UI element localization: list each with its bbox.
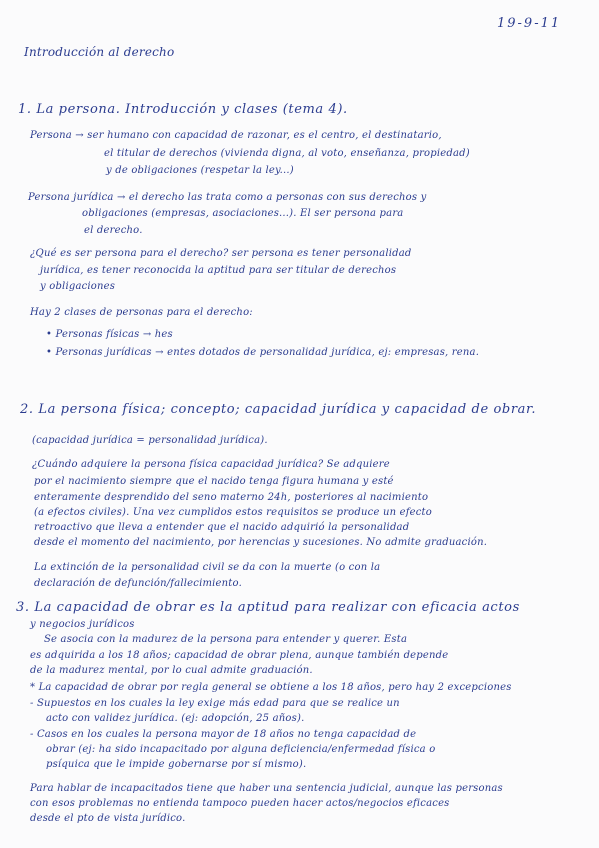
section-3-line: Se asocia con la madurez de la persona para entender y querer. Esta [44, 634, 408, 645]
section-1-line: Persona jurídica → el derecho las trata como a personas con sus derechos y [28, 192, 427, 203]
section-2-line: ¿Cuándo adquiere la persona física capacidad jurídica? Se adquiere [32, 459, 390, 470]
page-date: 19-9-11 [497, 16, 562, 31]
section-2-heading: 2. La persona física; concepto; capacidad jurídica y capacidad de obrar. [20, 402, 537, 417]
section-1-line: y obligaciones [40, 281, 116, 292]
section-1-line: Persona → ser humano con capacidad de razonar, es el centro, el destinatario, [30, 130, 442, 141]
section-3-line: Para hablar de incapacitados tiene que haber una sentencia judicial, aunque las personas [30, 783, 503, 794]
section-3-line: es adquirida a los 18 años; capacidad de obrar plena, aunque también depende [30, 650, 449, 661]
section-1-line: • Personas jurídicas → entes dotados de personalidad jurídica, ej: empresas, rena. [46, 347, 480, 358]
section-2-line: La extinción de la personalidad civil se da con la muerte (o con la [34, 562, 381, 573]
section-3-line: - Supuestos en los cuales la ley exige más edad para que se realice un [30, 698, 400, 709]
section-3-line: - Casos en los cuales la persona mayor de 18 años no tenga capacidad de [30, 729, 417, 740]
section-3-line: con esos problemas no entienda tampoco pueden hacer actos/negocios eficaces [30, 798, 450, 809]
section-2-line: declaración de defunción/fallecimiento. [34, 578, 242, 589]
section-2-line: (a efectos civiles). Una vez cumplidos estos requisitos se produce un efecto [34, 507, 432, 518]
section-2-line: desde el momento del nacimiento, por herencias y sucesiones. No admite graduación. [34, 537, 488, 548]
section-3-line: y negocios jurídicos [30, 619, 135, 630]
section-2-line: enteramente desprendido del seno materno 24h, posteriores al nacimiento [34, 492, 429, 503]
section-3-line: de la madurez mental, por lo cual admite graduación. [30, 665, 313, 676]
section-1-line: Hay 2 clases de personas para el derecho: [30, 307, 253, 318]
section-2-line: retroactivo que lleva a entender que el nacido adquirió la personalidad [34, 522, 410, 533]
section-1-line: jurídica, es tener reconocida la aptitud para ser titular de derechos [40, 265, 397, 276]
section-3-line: psíquica que le impide gobernarse por sí mismo). [46, 759, 307, 770]
section-2-line: por el nacimiento siempre que el nacido tenga figura humana y esté [34, 476, 394, 487]
section-1-line: el derecho. [84, 225, 143, 236]
section-3-heading: 3. La capacidad de obrar es la aptitud para realizar con eficacia actos [16, 600, 520, 615]
section-3-line: acto con validez jurídica. (ej: adopción, 25 años). [46, 713, 305, 724]
section-1-line: ¿Qué es ser persona para el derecho? ser persona es tener personalidad [30, 248, 412, 259]
section-1-line: y de obligaciones (respetar la ley...) [106, 165, 294, 176]
section-1-line: • Personas físicas → hes [46, 329, 173, 340]
page-title: Introducción al derecho [24, 45, 175, 59]
section-3-line: desde el pto de vista jurídico. [30, 813, 186, 824]
section-3-line: obrar (ej: ha sido incapacitado por alguna deficiencia/enfermedad física o [46, 744, 436, 755]
section-1-heading: 1. La persona. Introducción y clases (tema 4). [18, 102, 348, 117]
section-3-line: * La capacidad de obrar por regla general se obtiene a los 18 años, pero hay 2 excepciones [30, 682, 512, 693]
section-2-line: (capacidad jurídica = personalidad jurídica). [32, 435, 268, 446]
section-1-line: el titular de derechos (vivienda digna, al voto, enseñanza, propiedad) [104, 148, 470, 159]
section-1-line: obligaciones (empresas, asociaciones...). El ser persona para [82, 208, 404, 219]
